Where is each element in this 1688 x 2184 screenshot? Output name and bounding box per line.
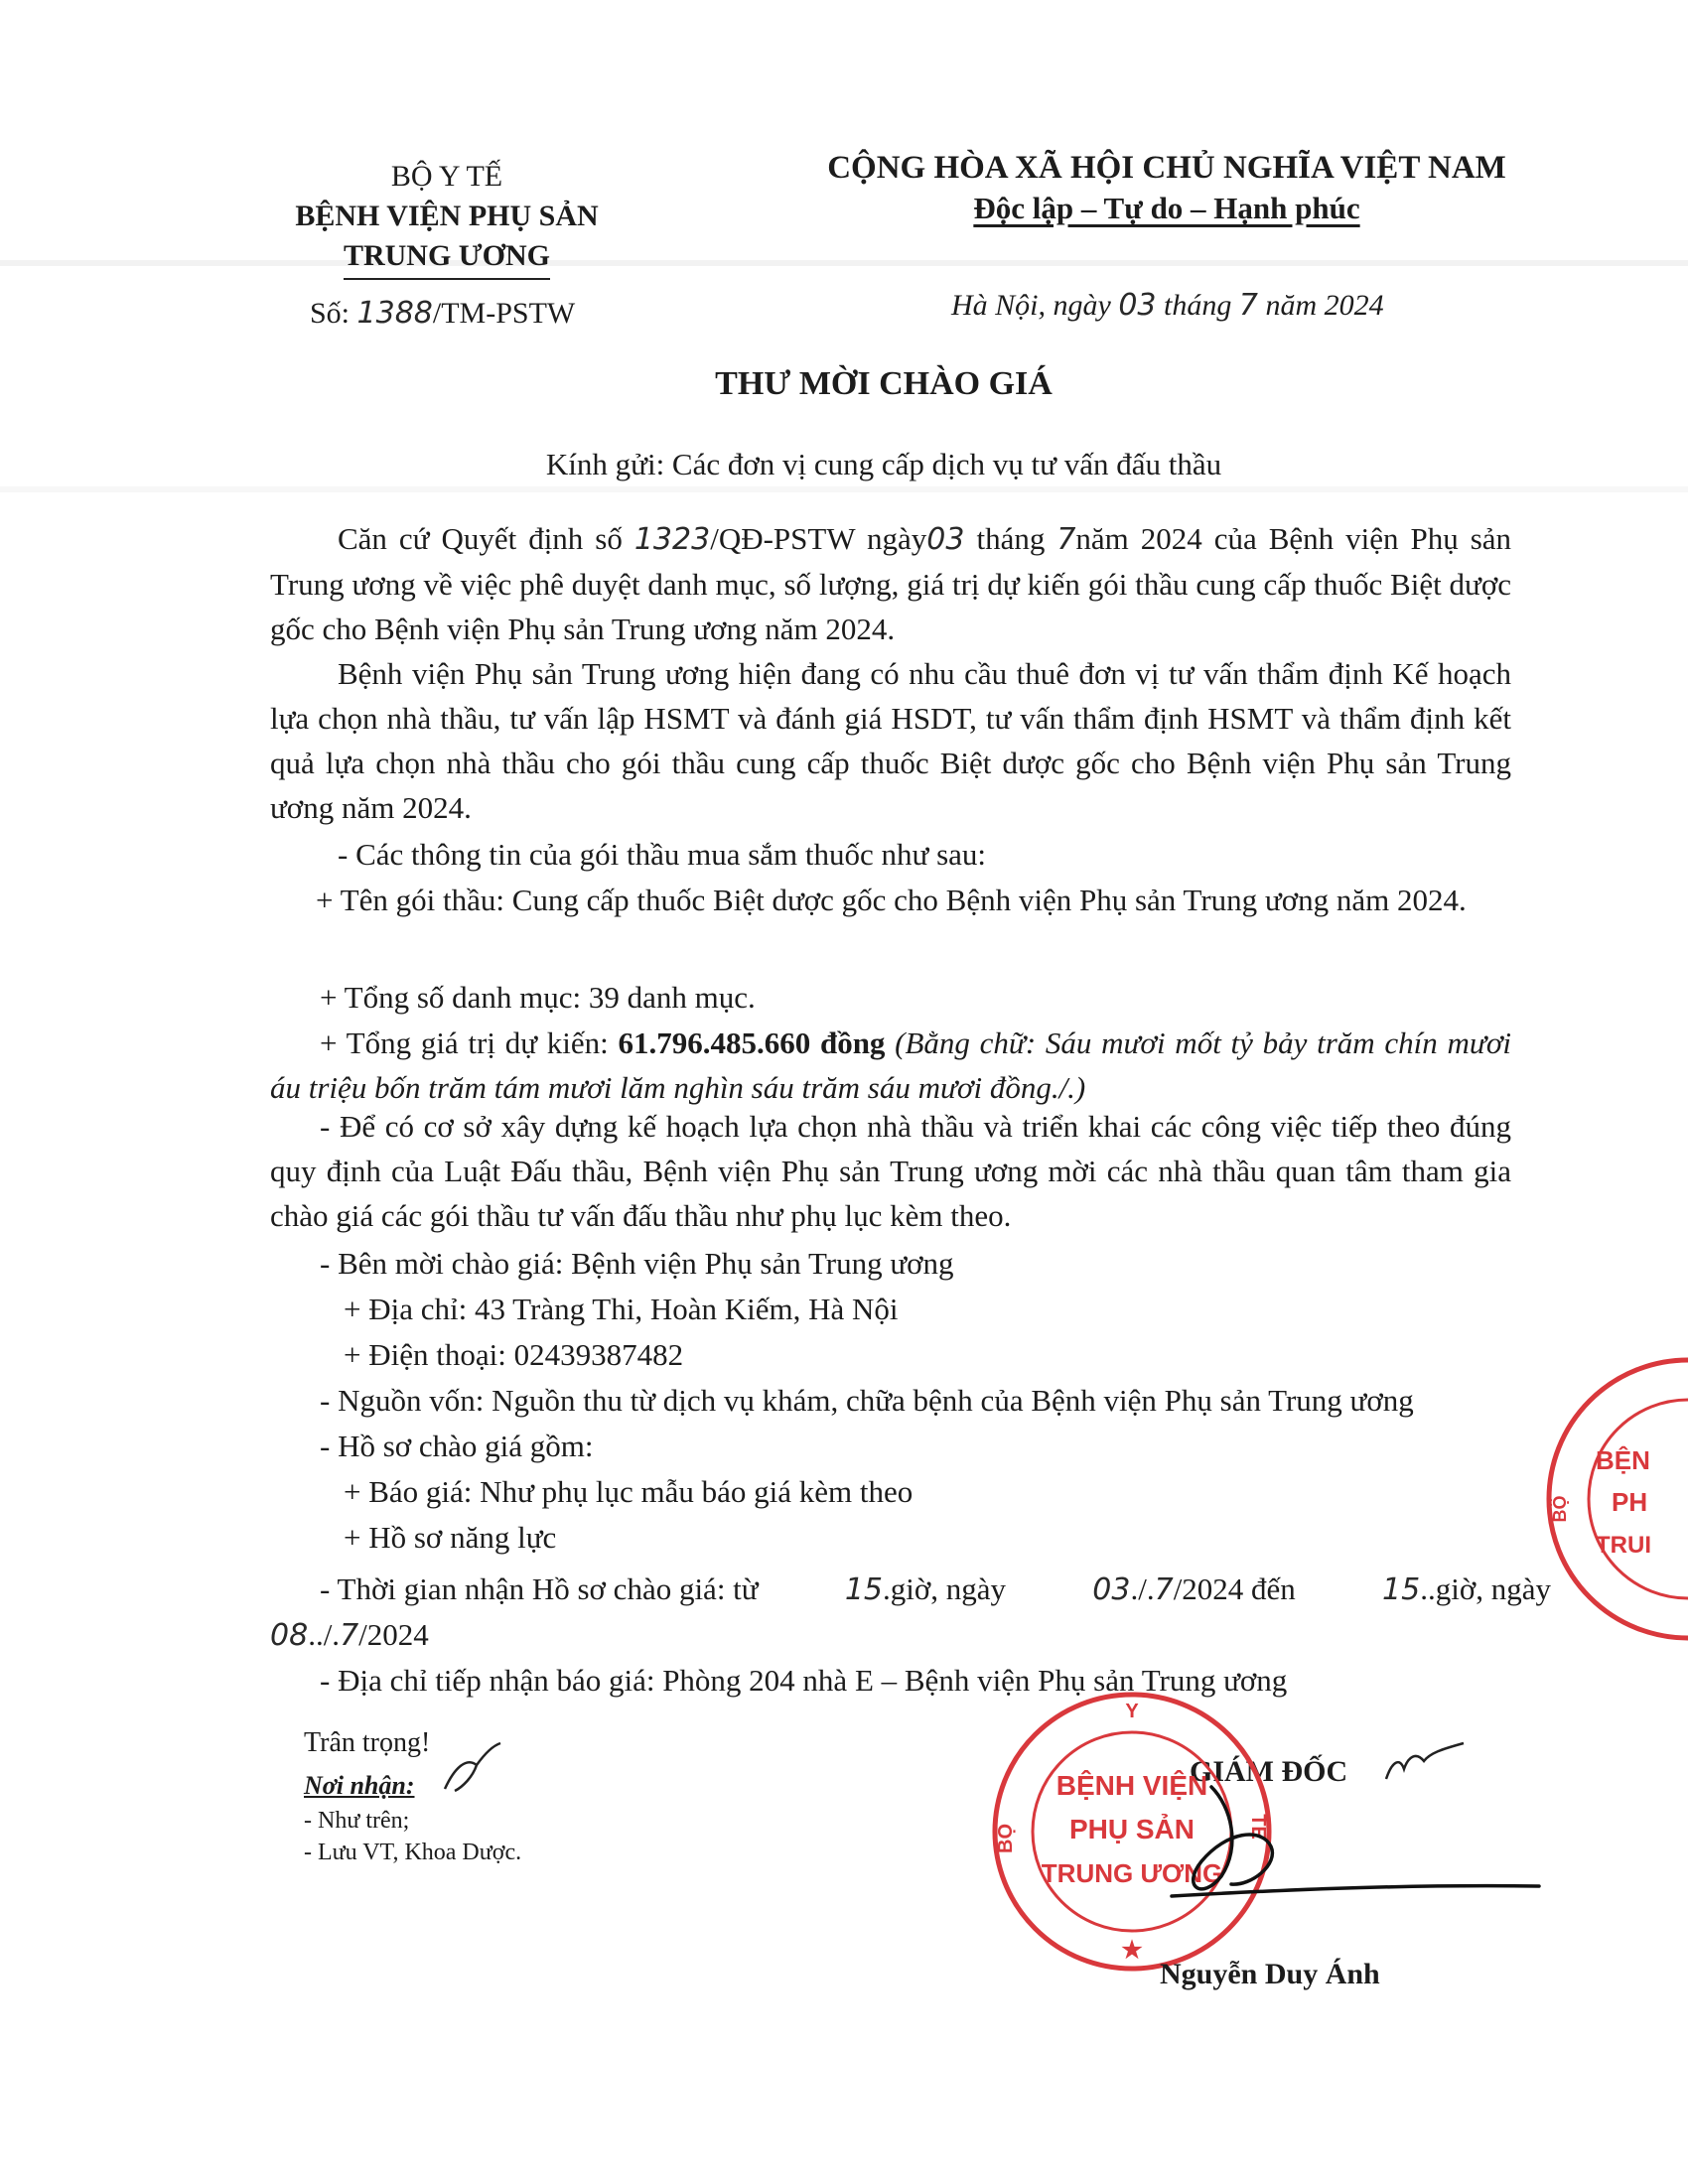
number-suffix: /TM-PSTW (432, 297, 576, 330)
total-value (270, 1021, 1511, 1110)
hospital-name-line2: TRUNG ƯƠNG (344, 236, 550, 280)
legal-basis-text: năm 2024 của Bệnh viện Phụ sản Trung ương về việc phê duyệt danh mục, số lượng, giá trị dự kiến gói thầu cung cấp thuốc Biệt dược gốc cho Bệnh viện Phụ sản Trung ương năm 2024. (270, 521, 1512, 646)
edge-stamp-text-top: BỆN (1596, 1445, 1650, 1475)
inviter-phone: + Điện thoại: 02439387482 (344, 1337, 684, 1372)
package-name: + Tên gói thầu: Cung cấp thuốc Biệt dược gốc cho Bệnh viện Phụ sản Trung ương năm 2024. (316, 883, 1467, 917)
initials-mark (437, 1737, 506, 1807)
scan-artifact (0, 486, 1688, 492)
stamp-side-left: BỘ (995, 1824, 1017, 1853)
receive-time-text: /2024 (358, 1617, 429, 1652)
stamp-side-top: Y (1125, 1701, 1139, 1722)
receive-address: - Địa chỉ tiếp nhận báo giá: Phòng 204 nhà E – Bệnh viện Phụ sản Trung ương (320, 1663, 1288, 1698)
header-left (228, 157, 665, 280)
number-handwritten: 1388 (356, 296, 433, 331)
director-signature (1142, 1767, 1559, 1916)
inviter-address: + Địa chỉ: 43 Tràng Thi, Hoàn Kiếm, Hà Nội (344, 1292, 899, 1326)
receive-time-end-date: 08../.7/2024 (270, 1617, 429, 1653)
recipient-item: - Như trên; (304, 1808, 410, 1834)
dossier-intro: - Hồ sơ chào giá gồm: (320, 1429, 594, 1463)
date-month-handwritten: 7 (1238, 288, 1258, 323)
dossier-quote: + Báo giá: Như phụ lục mẫu báo giá kèm theo (344, 1474, 914, 1509)
stamp-text-bottom: TRUNG ƯƠNG (1041, 1858, 1223, 1888)
stamp-text-mid: PHỤ SẢN (1068, 1814, 1196, 1844)
total-value-in-words: (Bằng chữ: Sáu mươi mốt tỷ bảy trăm chín mươi áu triệu bốn trăm tám mươi lăm nghìn sáu trăm sáu mươi đồng./.) (270, 1025, 1511, 1105)
document-number (310, 294, 575, 334)
funding-source: - Nguồn vốn: Nguồn thu từ dịch vụ khám, chữa bệnh của Bệnh viện Phụ sản Trung ương (320, 1383, 1414, 1418)
national-motto: Độc lập – Tự do – Hạnh phúc (973, 191, 1360, 225)
number-prefix: Số: (310, 297, 351, 330)
country-name: CỘNG HÒA XÃ HỘI CHỦ NGHĨA VIỆT NAM (827, 150, 1506, 186)
recipient-line: Kính gửi: Các đơn vị cung cấp dịch vụ tư vấn đấu thầu (545, 447, 1222, 481)
receive-time: - Thời gian nhận Hồ sơ chào giá: từ 15.giờ, ngày 03./.7/2024 đến 15..giờ, ngày (320, 1567, 1551, 1612)
receive-hour-start-handwritten: 15 (844, 1572, 884, 1607)
total-value-label: + Tổng giá trị dự kiến: (320, 1025, 619, 1060)
recipient-item: - Lưu VT, Khoa Dược. (304, 1840, 522, 1865)
stamp-text-top: BỆNH VIỆN (1055, 1770, 1208, 1801)
legal-basis-text: Căn cứ Quyết định số (338, 521, 623, 556)
receive-day-end-handwritten: 08 (270, 1618, 309, 1653)
signatory-title: GIÁM ĐỐC (1190, 1755, 1348, 1788)
inviter: - Bên mời chào giá: Bệnh viện Phụ sản Trung ương (320, 1246, 954, 1281)
edge-stamp (1534, 1350, 1688, 1648)
legal-basis-text: tháng (976, 521, 1046, 556)
paragraph-invitation: - Để có cơ sở xây dựng kế hoạch lựa chọn nhà thầu và triển khai các công việc tiếp theo đúng quy định của Luật Đấu thầu, Bệnh viện Phụ sản Trung ương mời các nhà thầu quan tâm tham gia chào giá các gói thầu tư vấn đấu thầu như phụ lục kèm theo. (270, 1109, 1511, 1233)
info-intro: - Các thông tin của gói thầu mua sắm thuốc như sau: (338, 837, 987, 872)
decision-month-handwritten: 7 (1056, 522, 1076, 557)
closing-greeting: Trân trọng! (304, 1727, 431, 1758)
date-day-handwritten: 03 (1118, 288, 1157, 323)
dossier-capacity: + Hồ sơ năng lực (344, 1520, 557, 1555)
decision-day-handwritten: 03 (926, 522, 965, 557)
date-month-label: tháng (1164, 289, 1232, 322)
stamp-star-icon: ★ (1121, 1937, 1143, 1964)
edge-stamp-text-mid: PH (1612, 1487, 1648, 1517)
item-count: + Tổng số danh mục: 39 danh mục. (320, 980, 756, 1015)
total-value-amount: 61.796.485.660 đồng (618, 1025, 886, 1060)
header-right (755, 147, 1579, 228)
document-title: THƯ MỜI CHÀO GIÁ (715, 365, 1053, 402)
recipients-list (304, 1805, 521, 1868)
receive-time-text: /2024 đến (1173, 1571, 1296, 1606)
signatory-name: Nguyễn Duy Ánh (1160, 1958, 1380, 1990)
date-prefix: Hà Nội, ngày (951, 289, 1111, 322)
receive-time-text: giờ, ngày (890, 1571, 1007, 1606)
hospital-name-line1: BỆNH VIỆN PHỤ SẢN (295, 200, 599, 232)
receive-time-text: - Thời gian nhận Hồ sơ chào giá: từ (320, 1571, 759, 1606)
legal-basis-text: /QĐ-PSTW ngày (710, 521, 927, 556)
receive-time-text: giờ, ngày (1435, 1571, 1551, 1606)
paragraph-request: Bệnh viện Phụ sản Trung ương hiện đang có nhu cầu thuê đơn vị tư vấn thẩm định Kế hoạch lựa chọn nhà thầu, tư vấn lập HSMT và đánh giá HSDT, tư vấn thẩm định HSMT và thẩm định kết quả lựa chọn nhà thầu cho gói thầu cung cấp thuốc Biệt dược gốc cho Bệnh viện Phụ sản Trung ương năm 2024. (270, 656, 1511, 825)
receive-month-start-handwritten: 7 (1154, 1572, 1174, 1607)
receive-month-end-handwritten: 7 (340, 1618, 359, 1653)
stamp-side-right: TẾ (1247, 1814, 1269, 1840)
decision-number-handwritten: 1323 (633, 522, 711, 557)
paragraph-legal-basis (270, 516, 1511, 651)
receive-hour-end-handwritten: 15 (1382, 1572, 1421, 1607)
receive-day-start-handwritten: 03 (1092, 1572, 1131, 1607)
edge-stamp-side: BỘ (1550, 1495, 1570, 1523)
edge-stamp-text-bottom: TRUI (1596, 1532, 1651, 1559)
issue-date (951, 288, 1384, 323)
ministry-name: BỘ Y TẾ (390, 160, 503, 193)
recipients-label: Nơi nhận: (304, 1771, 415, 1800)
date-year: năm 2024 (1265, 289, 1384, 322)
